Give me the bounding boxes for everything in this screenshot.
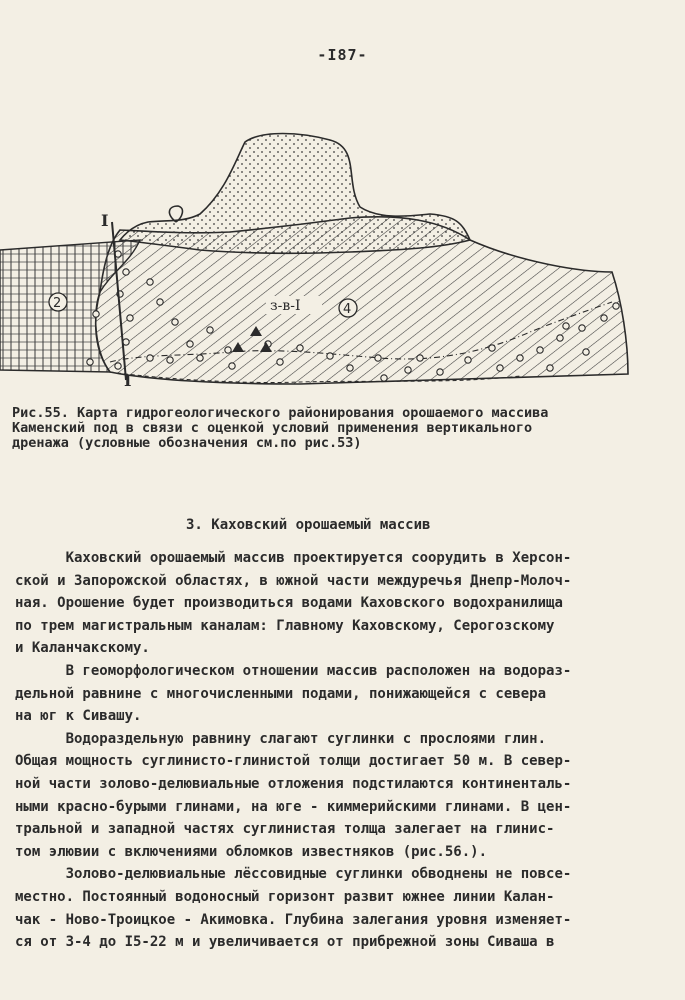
text-line: Водораздельную равнину слагают суглинки с прослоями глин. [15, 730, 547, 747]
caption-line: Каменский под в связи с оценкой условий применения вертикального [12, 420, 533, 436]
map-drawing [0, 122, 640, 394]
text-line: том элювии с включениями обломков известняков (рис.56.). [15, 843, 488, 860]
caption-line: Рис.55. Карта гидрогеологического районирования орошаемого массива [12, 405, 549, 421]
caption-line: дренажа (условные обозначения см.по рис.53) [12, 435, 362, 451]
body-text [15, 547, 627, 954]
text-line: В геоморфологическом отношении массив расположен на водораз- [15, 662, 572, 679]
section-heading: 3. Каховский орошаемый массив [186, 517, 431, 533]
text-line: Золово-делювиальные лёссовидные суглинки обводнены не повсе- [15, 866, 572, 883]
text-line: Каховский орошаемый массив проектируется соорудить в Херсон- [15, 550, 572, 566]
text-line: тральной и западной частях суглинистая толща залегает на глинис- [15, 821, 555, 838]
zone-label-2: 2 [53, 296, 62, 311]
section-mark-bottom: I [124, 371, 132, 390]
figure-caption [12, 406, 652, 451]
text-line: чак - Ново-Троицкое - Акимовка. Глубина залегания уровня изменяет- [15, 911, 572, 928]
text-line: на юг к Сивашу. [15, 708, 142, 725]
text-line: ная. Орошение будет производиться водами Каховского водохранилища [15, 595, 563, 612]
zone-label-zv: з-в-I [270, 298, 301, 314]
text-line: ся от 3-4 до I5-22 м и увеличивается от прибрежной зоны Сиваша в [15, 934, 555, 951]
text-line: и Каланчакскому. [15, 640, 150, 657]
hydrogeological-map-figure [0, 122, 640, 394]
dotted-zone [120, 134, 470, 254]
page-number: -I87- [317, 46, 368, 64]
text-line: ской и Запорожской областях, в южной части междуречья Днепр-Молоч- [15, 572, 572, 589]
text-line: местно. Постоянный водоносный горизонт развит южнее линии Калан- [15, 888, 555, 905]
zone-label-4: 4 [343, 302, 352, 317]
text-line: ной части золово-делювиальные отложения подстилаются континенталь- [15, 775, 572, 792]
text-line: Общая мощность суглинисто-глинистой толщи достигает 50 м. В север- [15, 753, 572, 770]
text-line: ными красно-бурыми глинами, на юге - киммерийскими глинами. В цен- [15, 798, 572, 815]
section-mark-top: I [101, 211, 109, 230]
text-line: по трем магистральным каналам: Главному Каховскому, Серогозскому [15, 617, 555, 634]
text-line: дельной равнине с многочисленными подами, понижающейся с севера [15, 685, 547, 702]
